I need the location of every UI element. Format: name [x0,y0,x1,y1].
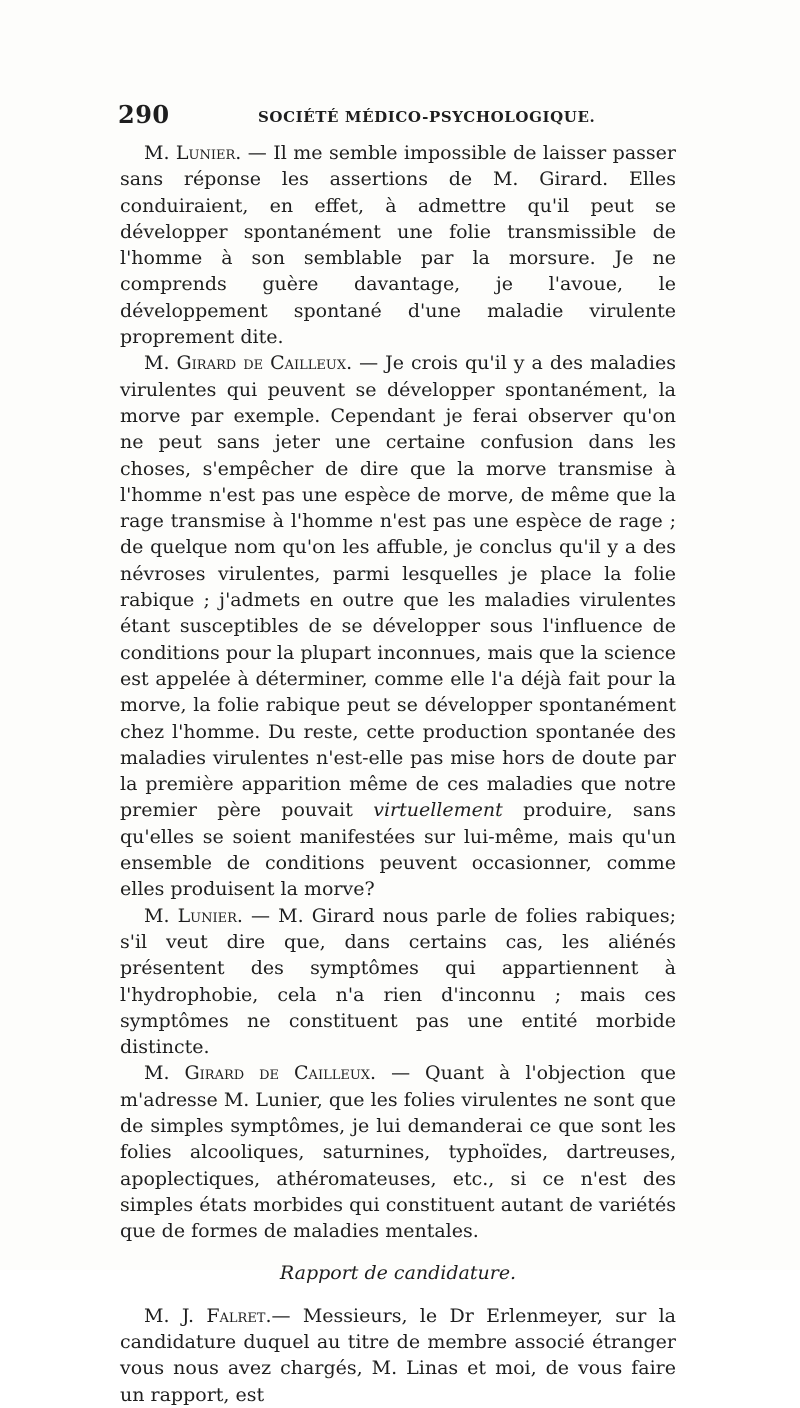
page-header [118,100,678,132]
paragraph-4 [120,1060,676,1244]
section-title: Rapport de candidature. [279,1262,517,1285]
speaker-name: M. Girard de Cailleux. [144,1062,377,1085]
paragraph-text: — Je crois qu'il y a des maladies virulentes qui peuvent se développer spontanément, la morve par exemple. Cependant je ferai observer qu'on ne peut sans jeter une certaine confusion dans les choses, s'empêcher de dire que la morve transmise à l'homme n'est pas une espèce de morve, de même que la rage transmise à l'homme n'est pas une espèce de rage ; de quelque nom qu'on les affuble, je conclus qu'il y a des névroses virulentes, parmi lesquelles je place la folie rabique ; j'admets en outre que les maladies virulentes étant susceptibles de se développer sous l'influence de conditions pour la plupart inconnues, mais que la science est appelée à déterminer, comme elle l'a déjà fait pour la morve, la folie rabique peut se développer spontanément chez l'homme. Du reste, cette production spontanée des maladies virulentes n'est-elle pas mise hors de doute par la première apparition même de ces maladies que notre premier père pouvait [120,352,676,822]
paragraph-2 [120,350,676,902]
paragraph-text: — Quant à l'objection que m'adresse M. Lunier, que les folies virulentes ne sont que de simples symptômes, je lui demanderai ce que sont les folies alcooliques, saturnines, typhoïdes, dartreuses, apoplectiques, athéromateuses, etc., si ce n'est des simples états morbides qui constituent autant de variétés que de formes de maladies mentales. [120,1062,676,1243]
paragraph-text: — M. Girard nous parle de folies rabiques; s'il veut dire que, dans certains cas, les aliénés présentent des symptômes qui appartiennent à l'hydrophobie, cela n'a rien d'inconnu ; mais ces symptômes ne constituent pas une entité morbide distincte. [120,904,677,1059]
paragraph-text-continued: produire, sans qu'elles se soient manifestées sur lui-même, mais qu'un ensemble de conditions peuvent occasionner, comme elles produisent la morve? [120,799,676,901]
speaker-name: M. Lunier. [144,142,242,164]
page-number: 290 [118,100,170,129]
paragraph-1 [120,140,676,350]
paragraph-text: — Messieurs, le Dr Erlenmeyer, sur la candidature duquel au titre de membre associé étranger vous nous avez chargés, M. Linas et moi, de vous faire un rapport, est [120,1304,677,1406]
paragraph-3 [120,903,676,1061]
speaker-name: M. Lunier. [144,904,243,927]
paragraph-text: — Il me semble impossible de laisser passer sans réponse les assertions de M. Girard. Elles conduiraient, en effet, à admettre qu'il peut se développer spontanément une folie transmissible de l'homme à son semblable par la morsure. Je ne comprends guère davantage, je l'avoue, le développement spontané d'une maladie virulente proprement dite. [120,142,676,349]
speaker-name: M. Girard de Cailleux. [144,352,353,375]
running-head: SOCIÉTÉ MÉDICO-PSYCHOLOGIQUE. [258,108,596,126]
speaker-name: M. J. Falret. [144,1304,272,1327]
paragraph-5 [120,1303,676,1408]
italic-word: virtuellement [373,799,503,822]
body-text [120,140,676,1408]
